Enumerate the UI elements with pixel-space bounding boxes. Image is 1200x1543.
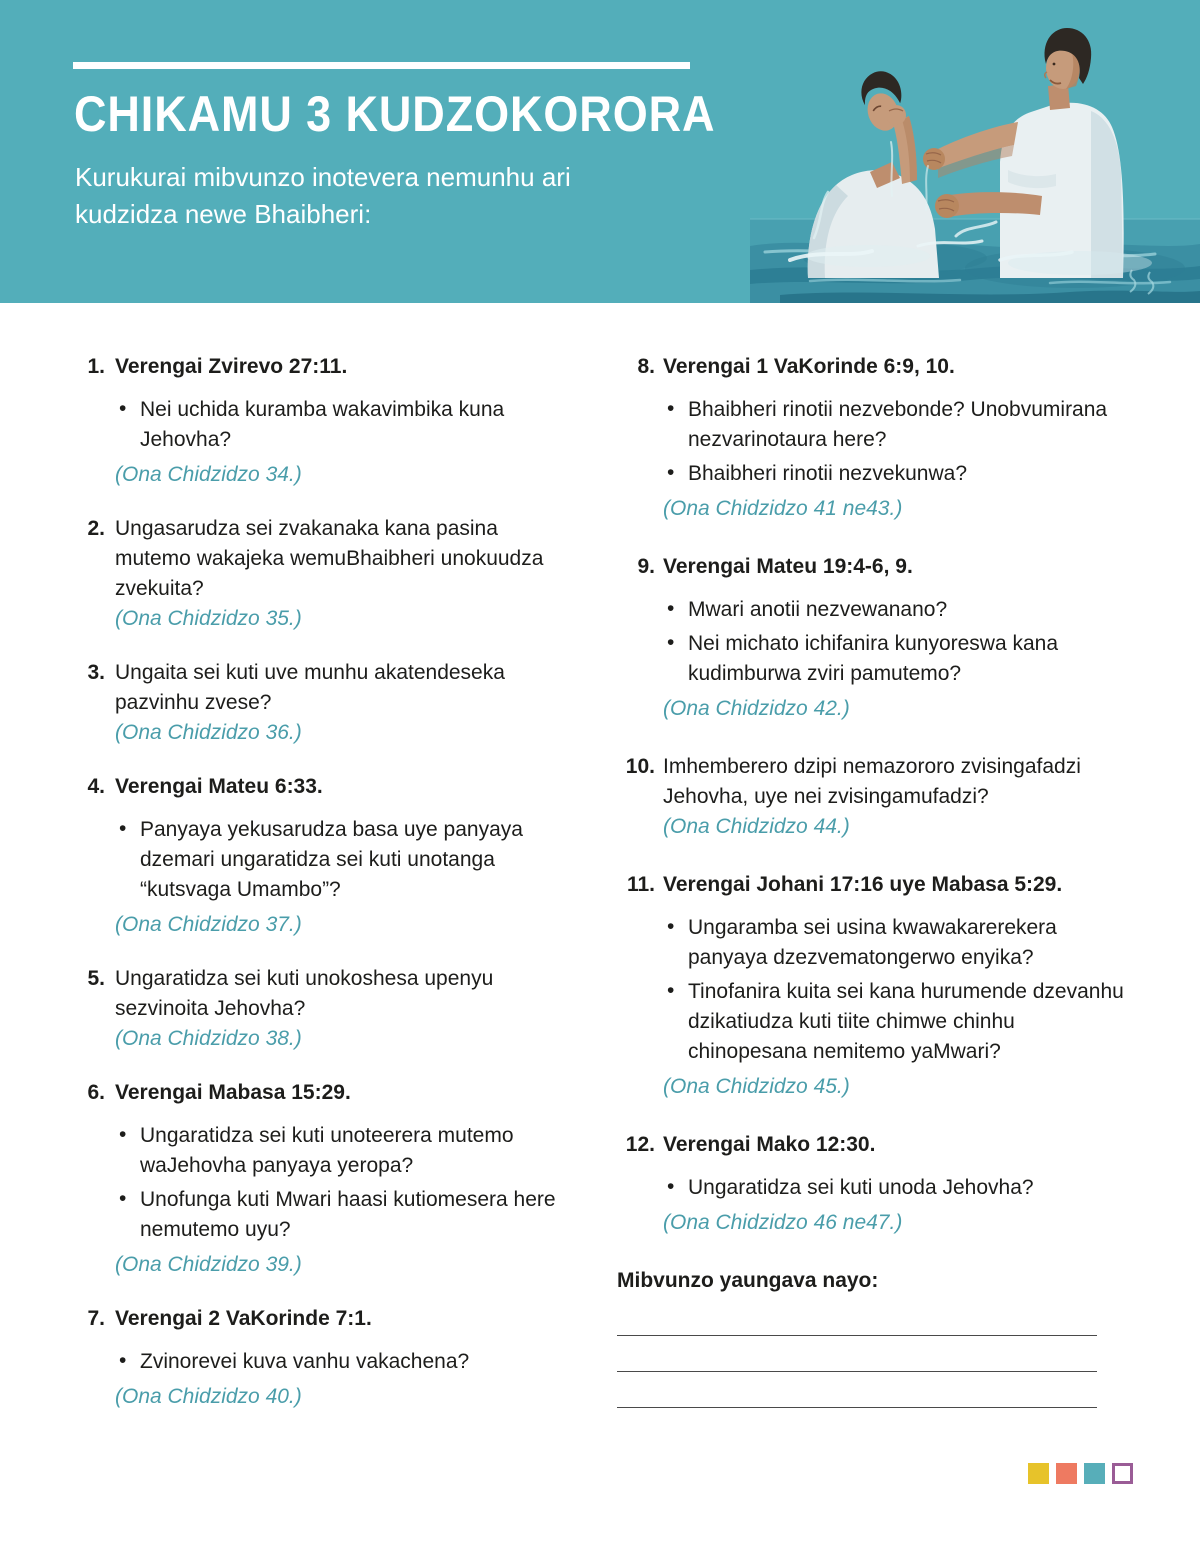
question-bullet-text: Nei michato ichifanira kunyoreswa kana kudimburwa zviri pamutemo? [688, 632, 1059, 685]
question-bullet [663, 459, 1137, 489]
question-bullet-text: Bhaibheri rinotii nezvekunwa? [688, 462, 967, 485]
question-body [663, 1130, 1137, 1238]
question-bullet-text: Unofunga kuti Mwari haasi kutiomesera here nemutemo uyu? [140, 1188, 556, 1241]
teal-square [1084, 1463, 1105, 1484]
question-bullet [115, 395, 577, 455]
question-body [115, 1304, 577, 1412]
question-bullet-text: Tinofanira kuita sei kana hurumende dzevanhu dzikatiudza kuti tiite chimwe chinhu chinopesana nemitemo yaMwari? [688, 980, 1124, 1063]
question-bullet-text: Zvinorevei kuva vanhu vakachena? [140, 1350, 470, 1373]
study-reference: (Ona Chidzidzo 36.) [115, 721, 302, 744]
question-item [75, 772, 577, 940]
question-item [75, 964, 577, 1054]
question-number: 10. [625, 755, 655, 778]
bullet-icon: • [667, 979, 675, 1002]
question-heading: Verengai Mako 12:30. [663, 1133, 876, 1156]
question-bullet-text: Bhaibheri rinotii nezvebonde? Unobvumirana nezvarinotaura here? [688, 398, 1108, 451]
bullet-icon: • [667, 1175, 675, 1198]
question-bullet [115, 1185, 577, 1245]
question-heading: Verengai 2 VaKorinde 7:1. [115, 1307, 372, 1330]
baptism-illustration [750, 0, 1200, 303]
study-reference: (Ona Chidzidzo 41 ne43.) [663, 497, 903, 520]
purple-outline-square [1112, 1463, 1133, 1484]
answer-line[interactable] [617, 1335, 1097, 1371]
question-number: 12. [625, 1133, 655, 1156]
question-number: 2. [87, 517, 105, 540]
bullet-icon: • [667, 915, 675, 938]
question-text: Ungaratidza sei kuti unokoshesa upenyu sezvinoita Jehovha? [115, 967, 494, 1020]
question-number: 9. [637, 555, 655, 578]
bullet-icon: • [119, 1349, 127, 1372]
question-bullet [663, 595, 1137, 625]
question-bullet-text: Ungaramba sei usina kwawakarerekera panyaya dzezvematongerwo enyika? [688, 916, 1057, 969]
footer-color-swatches [1028, 1463, 1133, 1484]
question-text: Ungaita sei kuti uve munhu akatendeseka pazvinhu zvese? [115, 661, 505, 714]
question-bullet-text: Nei uchida kuramba wakavimbika kuna Jehovha? [140, 398, 505, 451]
questions-column-left [75, 352, 577, 1436]
study-reference: (Ona Chidzidzo 44.) [663, 815, 850, 838]
question-item [617, 352, 1137, 524]
question-bullet [663, 395, 1137, 455]
question-text: Imhemberero dzipi nemazororo zvisingafadzi Jehovha, uye nei zvisingamufadzi? [663, 755, 1081, 808]
question-bullet [663, 977, 1137, 1067]
study-reference: (Ona Chidzidzo 40.) [115, 1385, 302, 1408]
question-body [115, 1078, 577, 1280]
question-body [115, 964, 577, 1054]
question-heading: Verengai Mabasa 15:29. [115, 1081, 351, 1104]
question-item [617, 752, 1137, 842]
question-text: Ungasarudza sei zvakanaka kana pasina mutemo wakajeka wemuBhaibheri unokuudza zvekuita? [115, 517, 544, 600]
question-number: 4. [87, 775, 105, 798]
question-heading: Verengai Mateu 6:33. [115, 775, 323, 798]
question-bullet [115, 1347, 577, 1377]
question-item [75, 658, 577, 748]
question-heading: Verengai Johani 17:16 uye Mabasa 5:29. [663, 873, 1063, 896]
question-body [115, 658, 577, 748]
question-item [75, 1078, 577, 1280]
question-number: 5. [87, 967, 105, 990]
question-item [617, 552, 1137, 724]
question-body [663, 352, 1137, 524]
header-rule [73, 62, 690, 69]
question-bullet [663, 629, 1137, 689]
question-number: 3. [87, 661, 105, 684]
notes-heading: Mibvunzo yaungava nayo: [617, 1269, 879, 1292]
question-body [663, 870, 1137, 1102]
question-heading: Verengai 1 VaKorinde 6:9, 10. [663, 355, 955, 378]
question-heading: Verengai Mateu 19:4-6, 9. [663, 555, 913, 578]
question-number: 6. [87, 1081, 105, 1104]
question-bullet [115, 815, 577, 905]
study-reference: (Ona Chidzidzo 38.) [115, 1027, 302, 1050]
question-body [663, 552, 1137, 724]
question-bullet [115, 1121, 577, 1181]
bullet-icon: • [119, 1123, 127, 1146]
coral-square [1056, 1463, 1077, 1484]
study-reference: (Ona Chidzidzo 35.) [115, 607, 302, 630]
question-item [75, 1304, 577, 1412]
answer-lines [617, 1335, 1097, 1443]
question-item [75, 514, 577, 634]
study-reference: (Ona Chidzidzo 45.) [663, 1075, 850, 1098]
question-body [115, 514, 577, 634]
bullet-icon: • [667, 397, 675, 420]
question-heading: Verengai Zvirevo 27:11. [115, 355, 348, 378]
question-item [617, 1130, 1137, 1238]
question-item [75, 352, 577, 490]
page-title: CHIKAMU 3 KUDZOKORORA [74, 86, 716, 142]
study-reference: (Ona Chidzidzo 34.) [115, 463, 302, 486]
yellow-square [1028, 1463, 1049, 1484]
question-item [617, 870, 1137, 1102]
question-number: 1. [87, 355, 105, 378]
bullet-icon: • [667, 631, 675, 654]
question-number: 8. [637, 355, 655, 378]
questions-column-right [617, 352, 1137, 1443]
bullet-icon: • [119, 817, 127, 840]
question-number: 11. [626, 873, 655, 896]
question-bullet [663, 913, 1137, 973]
answer-line[interactable] [617, 1407, 1097, 1443]
question-bullet-text: Ungaratidza sei kuti unoteerera mutemo waJehovha panyaya yeropa? [140, 1124, 514, 1177]
header-band [0, 0, 1200, 303]
question-bullet [663, 1173, 1137, 1203]
bullet-icon: • [667, 461, 675, 484]
question-bullet-text: Panyaya yekusarudza basa uye panyaya dzemari ungaratidza sei kuti unotanga “kutsvaga Umambo”? [140, 818, 523, 901]
answer-line[interactable] [617, 1371, 1097, 1407]
study-reference: (Ona Chidzidzo 46 ne47.) [663, 1211, 903, 1234]
study-reference: (Ona Chidzidzo 37.) [115, 913, 302, 936]
question-bullet-text: Ungaratidza sei kuti unoda Jehovha? [688, 1176, 1034, 1199]
question-body [115, 772, 577, 940]
page-subtitle: Kurukurai mibvunzo inotevera nemunhu ari kudzidza newe Bhaibheri: [75, 162, 571, 229]
question-body [663, 752, 1137, 842]
study-reference: (Ona Chidzidzo 39.) [115, 1253, 302, 1276]
question-number: 7. [87, 1307, 105, 1330]
study-reference: (Ona Chidzidzo 42.) [663, 697, 850, 720]
bullet-icon: • [119, 1187, 127, 1210]
bullet-icon: • [667, 597, 675, 620]
question-bullet-text: Mwari anotii nezvewanano? [688, 598, 948, 621]
question-body [115, 352, 577, 490]
bullet-icon: • [119, 397, 127, 420]
